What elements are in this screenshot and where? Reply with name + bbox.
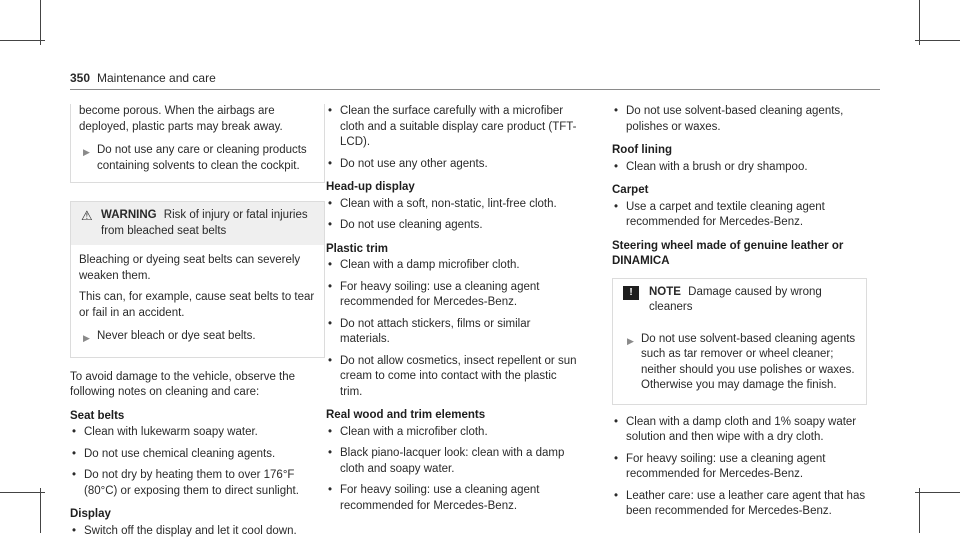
section-heading: Steering wheel made of genuine leather or DINAMICA	[612, 239, 844, 267]
section-heading: Display	[70, 508, 111, 520]
crop-mark	[40, 0, 41, 45]
page-number: 350	[70, 71, 91, 85]
warning-box	[70, 201, 325, 358]
list-item: • For heavy soiling: use a cleaning agent recommended for Mercedes-Benz.	[326, 483, 581, 514]
note-header	[613, 279, 866, 322]
bullet-list	[326, 258, 581, 400]
list-item: • Switch off the display and let it cool down.	[70, 524, 325, 540]
note-label: NOTE	[649, 285, 681, 298]
crop-mark	[40, 488, 41, 533]
exclamation-icon: !	[623, 286, 639, 300]
bullet-list	[70, 524, 325, 540]
list-item: • Do not attach stickers, films or similar materials.	[326, 317, 581, 348]
list-item: • Clean with a soft, non-static, lint-free cloth.	[326, 197, 581, 213]
list-item: • Do not use cleaning agents.	[326, 218, 581, 234]
list-item: • Do not use solvent-based cleaning agents, polishes or waxes.	[612, 104, 867, 135]
bullet-list	[326, 104, 581, 172]
note-title: Damage caused by wrong cleaners	[649, 285, 822, 313]
step-arrow-icon: ▶	[83, 333, 90, 343]
warning-text: This can, for example, cause seat belts to tear or fail in an accident.	[79, 291, 315, 319]
step-arrow-icon: ▶	[627, 335, 634, 346]
bullet-list	[612, 415, 867, 520]
list-item: • Do not use any other agents.	[326, 157, 581, 173]
intro-text: become porous. When the airbags are deployed, plastic parts may break away.	[79, 105, 283, 133]
note-box	[612, 278, 867, 405]
crop-mark	[919, 488, 920, 533]
list-item: • Do not allow cosmetics, insect repellent or sun cream to come into contact with the plastic trim.	[326, 354, 581, 401]
section-heading: Head-up display	[326, 181, 415, 193]
list-item: • Clean with a damp cloth and 1% soapy water solution and then wipe with a dry cloth.	[612, 415, 867, 446]
list-item: • Clean with lukewarm soapy water.	[70, 425, 325, 441]
bullet-list	[326, 197, 581, 234]
list-item: • Use a carpet and textile cleaning agent recommended for Mercedes-Benz.	[612, 200, 867, 231]
note-body	[613, 322, 866, 404]
crop-mark	[915, 40, 960, 41]
warning-body	[71, 245, 324, 357]
list-item: • For heavy soiling: use a cleaning agent recommended for Mercedes-Benz.	[612, 452, 867, 483]
warning-header	[71, 202, 324, 245]
list-item: • Clean with a brush or dry shampoo.	[612, 160, 867, 176]
crop-mark	[0, 492, 45, 493]
warning-triangle-icon: ⚠	[81, 208, 93, 223]
step-arrow-icon: ▶	[83, 147, 90, 157]
header-rule	[70, 89, 880, 90]
crop-mark	[915, 492, 960, 493]
list-item: • Clean the surface carefully with a microfiber cloth and a suitable display care product (TFT-LCD).	[326, 104, 581, 151]
column-middle	[326, 104, 581, 520]
avoid-damage-text: To avoid damage to the vehicle, observe the following notes on cleaning and care:	[70, 370, 296, 398]
step-text: Do not use any care or cleaning products containing solvents to clean the cockpit.	[97, 144, 307, 172]
list-item: • Black piano-lacquer look: clean with a damp cloth and soapy water.	[326, 446, 581, 477]
crop-mark	[919, 0, 920, 45]
column-right	[612, 104, 867, 526]
list-item: • Do not use chemical cleaning agents.	[70, 447, 325, 463]
column-left	[70, 104, 325, 545]
section-heading: Real wood and trim elements	[326, 409, 486, 421]
section-heading: Plastic trim	[326, 242, 388, 255]
page-header	[70, 71, 880, 89]
warning-title: Risk of injury or fatal injuries from bleached seat belts	[101, 209, 308, 237]
warning-text: Bleaching or dyeing seat belts can severely weaken them.	[79, 254, 301, 282]
bullet-list	[70, 425, 325, 499]
bullet-list	[326, 425, 581, 515]
bullet-list	[612, 104, 867, 135]
instruction-step	[627, 332, 856, 394]
list-item: • Clean with a damp microfiber cloth.	[326, 258, 581, 274]
instruction-step	[83, 329, 316, 347]
instruction-step	[83, 143, 316, 174]
section-heading: Seat belts	[70, 409, 125, 422]
list-item: • Leather care: use a leather care agent that has been recommended for Mercedes-Benz.	[612, 489, 867, 520]
warning-label: WARNING	[101, 209, 157, 221]
crop-mark	[0, 40, 45, 41]
section-title: Maintenance and care	[97, 71, 216, 85]
bullet-list	[612, 200, 867, 231]
section-heading: Carpet	[612, 184, 649, 196]
list-item: • Clean with a microfiber cloth.	[326, 425, 581, 441]
bullet-list	[612, 160, 867, 176]
list-item: • For heavy soiling: use a cleaning agent recommended for Mercedes-Benz.	[326, 280, 581, 311]
step-text: Never bleach or dye seat belts.	[97, 330, 256, 342]
section-heading: Roof lining	[612, 144, 673, 156]
step-text: Do not use solvent-based cleaning agents such as tar remover or wheel cleaner; neither should you use polishes or waxes. Otherwise you may damage the finish.	[641, 332, 856, 391]
intro-box	[70, 104, 325, 183]
list-item: • Do not dry by heating them to over 176°F (80°C) or exposing them to direct sunlight.	[70, 468, 325, 499]
